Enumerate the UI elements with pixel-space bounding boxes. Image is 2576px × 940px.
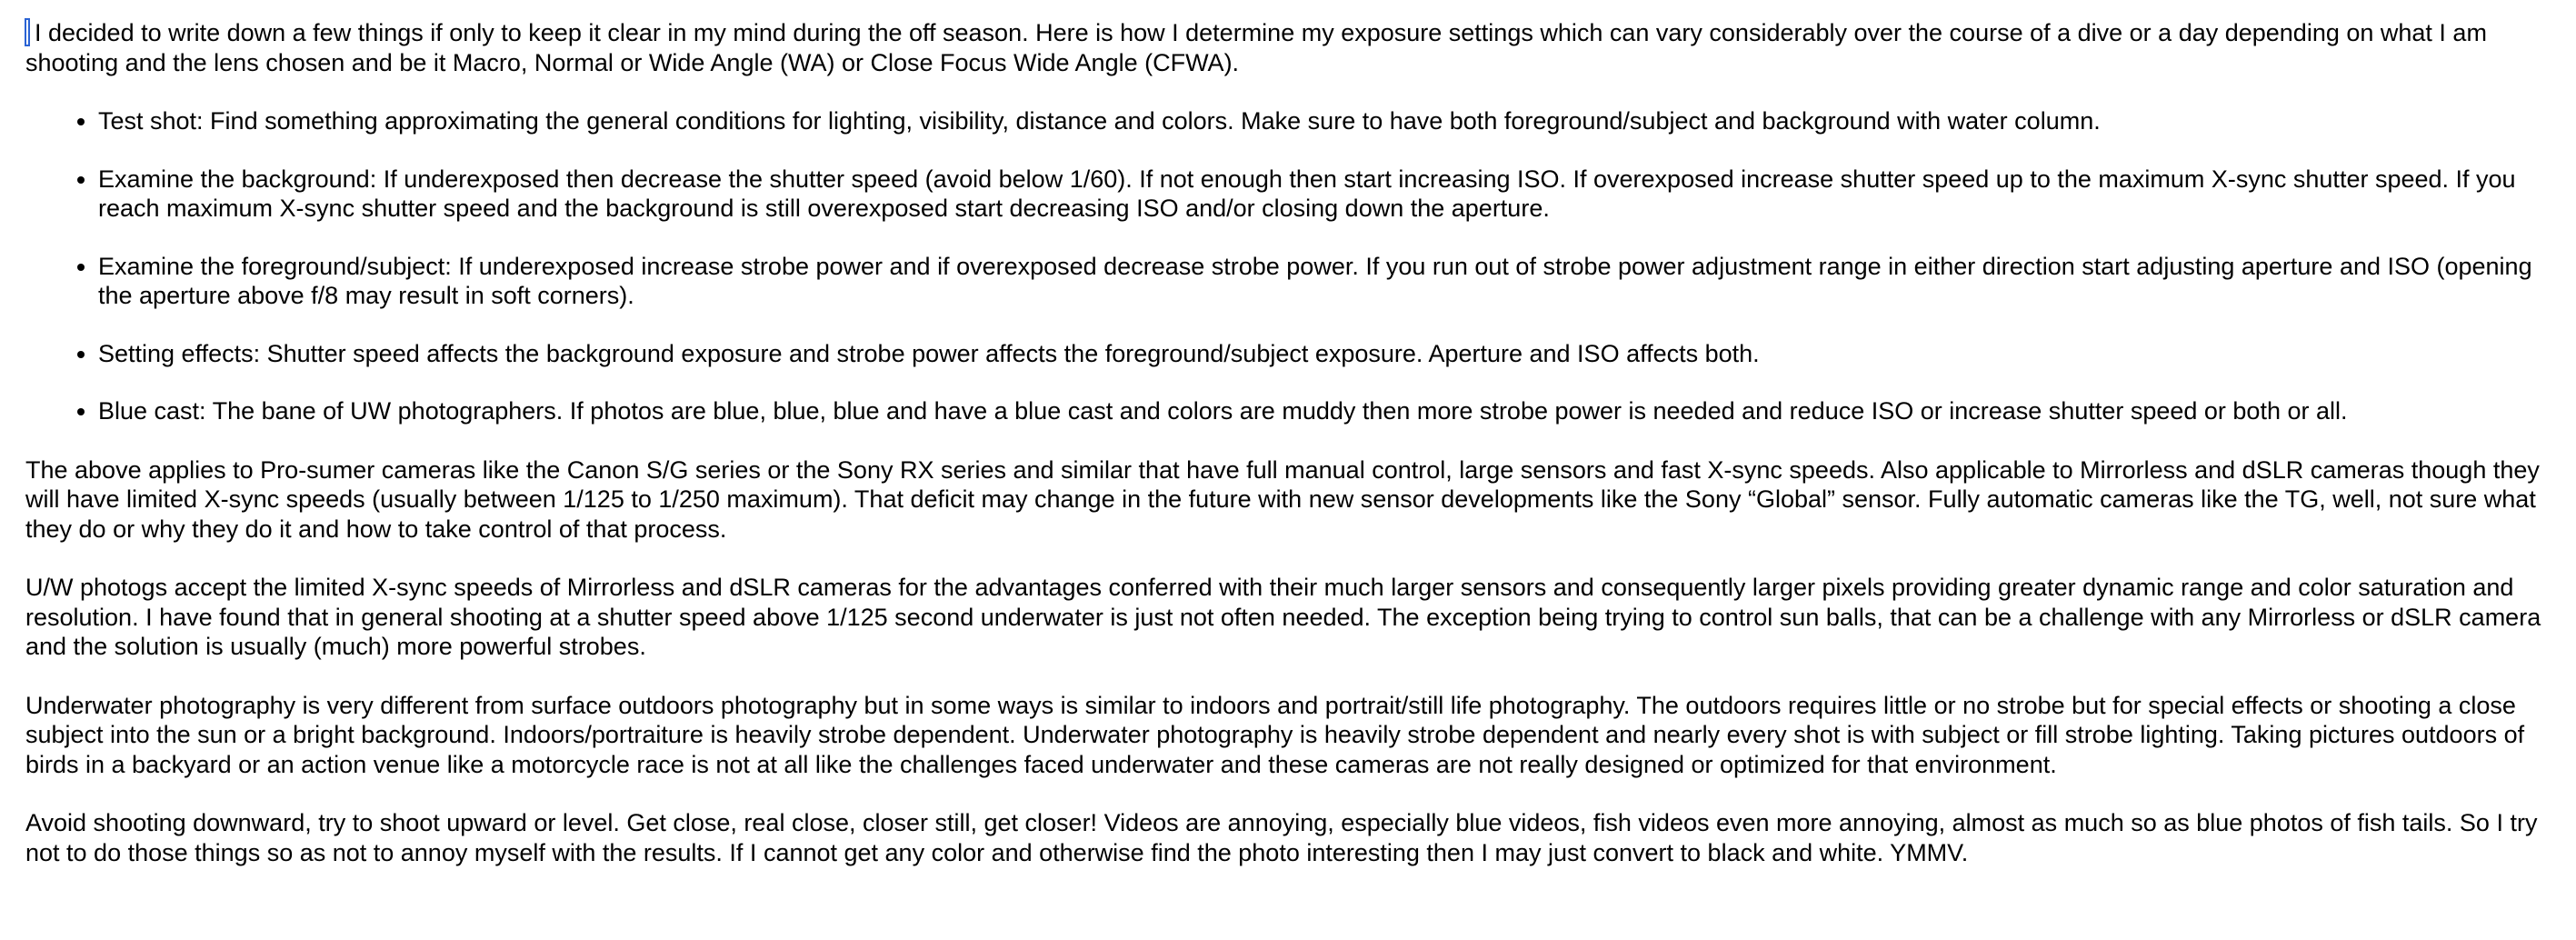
list-item-test-shot: • Test shot: Find something approximating the general conditions for lighting, visibility, distance and colors. Make sure to have both foreground/subject and background with water column.	[98, 106, 2551, 136]
list-item-examine-foreground: • Examine the foreground/subject: If underexposed increase strobe power and if overexposed decrease strobe power. If you run out of strobe power adjustment range in either direction start adjusting aperture and ISO (opening the aperture above f/8 may result in soft corners).	[98, 252, 2551, 311]
list-item-setting-effects: • Setting effects: Shutter speed affects the background exposure and strobe power affects the foreground/subject exposure. Aperture and ISO affects both.	[98, 339, 2551, 369]
exposure-steps-list	[25, 106, 2551, 426]
text-cursor	[26, 20, 28, 45]
paragraph-xsync-speeds: U/W photogs accept the limited X-sync speeds of Mirrorless and dSLR cameras for the advantages conferred with their much larger sensors and consequently larger pixels providing greater dynamic range and color saturation and resolution. I have found that in general shooting at a shutter speed above 1/125 second underwater is just not often needed. The exception being trying to control sun balls, that can be a challenge with any Mirrorless or dSLR camera and the solution is usually (much) more powerful strobes.	[25, 574, 2541, 660]
intro-text: I decided to write down a few things if only to keep it clear in my mind during the off season. Here is how I determine my exposure settings which can vary considerably over the course of a dive or a day depending on what I am shooting and the lens chosen and be it Macro, Normal or Wide Angle (WA) or Close Focus Wide Angle (CFWA).	[25, 19, 2487, 76]
paragraph-shooting-tips: Avoid shooting downward, try to shoot upward or level. Get close, real close, closer still, get closer! Videos are annoying, especially blue videos, fish videos even more annoying, almost as much so as blue photos of fish tails. So I try not to do those things so as not to annoy myself with the results. If I cannot get any color and otherwise find the photo interesting then I may just convert to black and white. YMMV.	[25, 809, 2538, 866]
list-item-examine-background: • Examine the background: If underexposed then decrease the shutter speed (avoid below 1/60). If not enough then start increasing ISO. If overexposed increase shutter speed up to the maximum X-sync shutter speed. If you reach maximum X-sync shutter speed and the background is still overexposed start decreasing ISO and/or closing down the aperture.	[98, 165, 2551, 224]
intro-paragraph[interactable]	[25, 18, 2551, 77]
paragraph-prosumer-cameras: The above applies to Pro-sumer cameras like the Canon S/G series or the Sony RX series and similar that have full manual control, large sensors and fast X-sync speeds. Also applicable to Mirrorless and dSLR cameras though they will have limited X-sync speeds (usually between 1/125 to 1/250 maximum). That deficit may change in the future with new sensor developments like the Sony “Global” sensor. Fully automatic cameras like the TG, well, not sure what they do or why they do it and how to take control of that process.	[25, 455, 2540, 543]
paragraph-underwater-vs-surface: Underwater photography is very different from surface outdoors photography but in some ways is similar to indoors and portrait/still life photography. The outdoors requires little or no strobe but for special effects or shooting a close subject into the sun or a bright background. Indoors/portraiture is heavily strobe dependent. Underwater photography is heavily strobe dependent and nearly every shot is with subject or fill strobe lighting. Taking pictures outdoors of birds in a backyard or an action venue like a motorcycle race is not at all like the challenges faced underwater and these cameras are not really designed or optimized for that environment.	[25, 691, 2525, 778]
list-item-blue-cast: • Blue cast: The bane of UW photographers. If photos are blue, blue, blue and have a blue cast and colors are muddy then more strobe power is needed and reduce ISO or increase shutter speed or both or all.	[98, 396, 2551, 426]
